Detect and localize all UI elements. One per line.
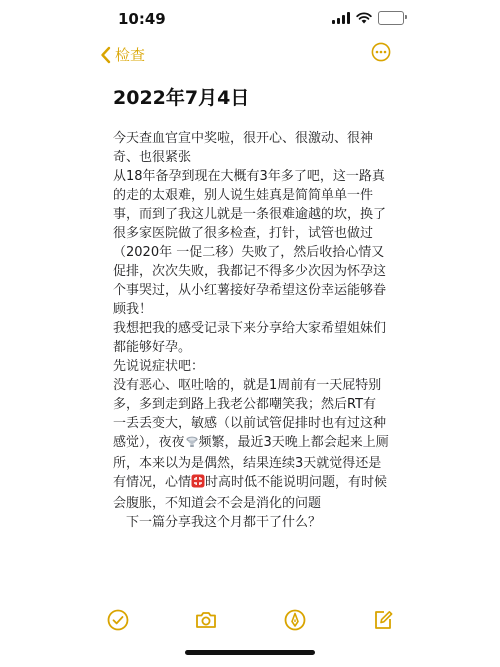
symptoms-text-part-3: 时高时低不能说明问题，有时候会腹胀，不知道会不会是消化的问题 (113, 475, 388, 511)
toilet-icon (185, 434, 199, 454)
battery-icon (378, 11, 404, 25)
note-paragraph-symptoms (113, 376, 389, 513)
anger-symbol-icon (191, 474, 205, 494)
note-body (113, 129, 389, 532)
symptoms-text-part-2: 频繁，最近3天晚上都会起来上厕所，本来以为是偶然，结果连续3天就觉得还是有情况，心情 (113, 435, 389, 490)
bottom-toolbar (0, 608, 500, 638)
note-paragraph-announcement: 今天查血官宣中奖啦，很开心、很激动、很神奇、也很紧张 (113, 131, 374, 165)
note-paragraph-symptoms-heading: 先说说症状吧： (113, 359, 205, 374)
note-paragraph-sharing: 我想把我的感受记录下来分享给大家希望姐妹们都能够好孕。 (113, 321, 387, 355)
note-content[interactable] (113, 86, 389, 532)
note-date-heading: 2022年7月4日 (113, 87, 250, 109)
status-time: 10:49 (118, 10, 166, 28)
note-paragraph-next: 下一篇分享我这个月都干了什么？ (126, 515, 322, 530)
compose-icon[interactable] (371, 608, 395, 632)
nav-bar (0, 38, 500, 74)
checklist-icon[interactable] (106, 608, 130, 632)
symptoms-text-part-1: 没有恶心、呕吐啥的，就是1周前有一天屁特别多，多到走到路上我老公都嘲笑我；然后RT有一丢丢变大，敏感（以前试管促排时也有过这种感觉），夜夜 (113, 378, 387, 450)
back-label: 检查 (115, 46, 146, 64)
home-indicator[interactable] (185, 650, 315, 655)
cellular-signal-icon (332, 12, 350, 24)
camera-icon[interactable] (194, 608, 218, 632)
note-paragraph-history: 从18年备孕到现在大概有3年多了吧，这一路真的走的太艰难，别人说生娃真是简简单单一件事，而到了我这儿就是一条很难逾越的坎，换了很多家医院做了很多检查，打针，试管也做过（2020年 一促二移）失败了，然后收拾心情又促排，次次失败，我都记不得多少次因为怀孕这个事哭过，从小红薯接好孕希望这份幸运能够眷顾我！ (113, 169, 387, 317)
markup-pen-icon[interactable] (283, 608, 307, 632)
status-icons (332, 11, 404, 25)
status-bar (0, 0, 500, 38)
back-button[interactable] (100, 44, 145, 65)
ellipsis-circle-icon[interactable] (371, 42, 391, 62)
wifi-icon (356, 12, 372, 24)
chevron-left-icon (100, 46, 111, 64)
